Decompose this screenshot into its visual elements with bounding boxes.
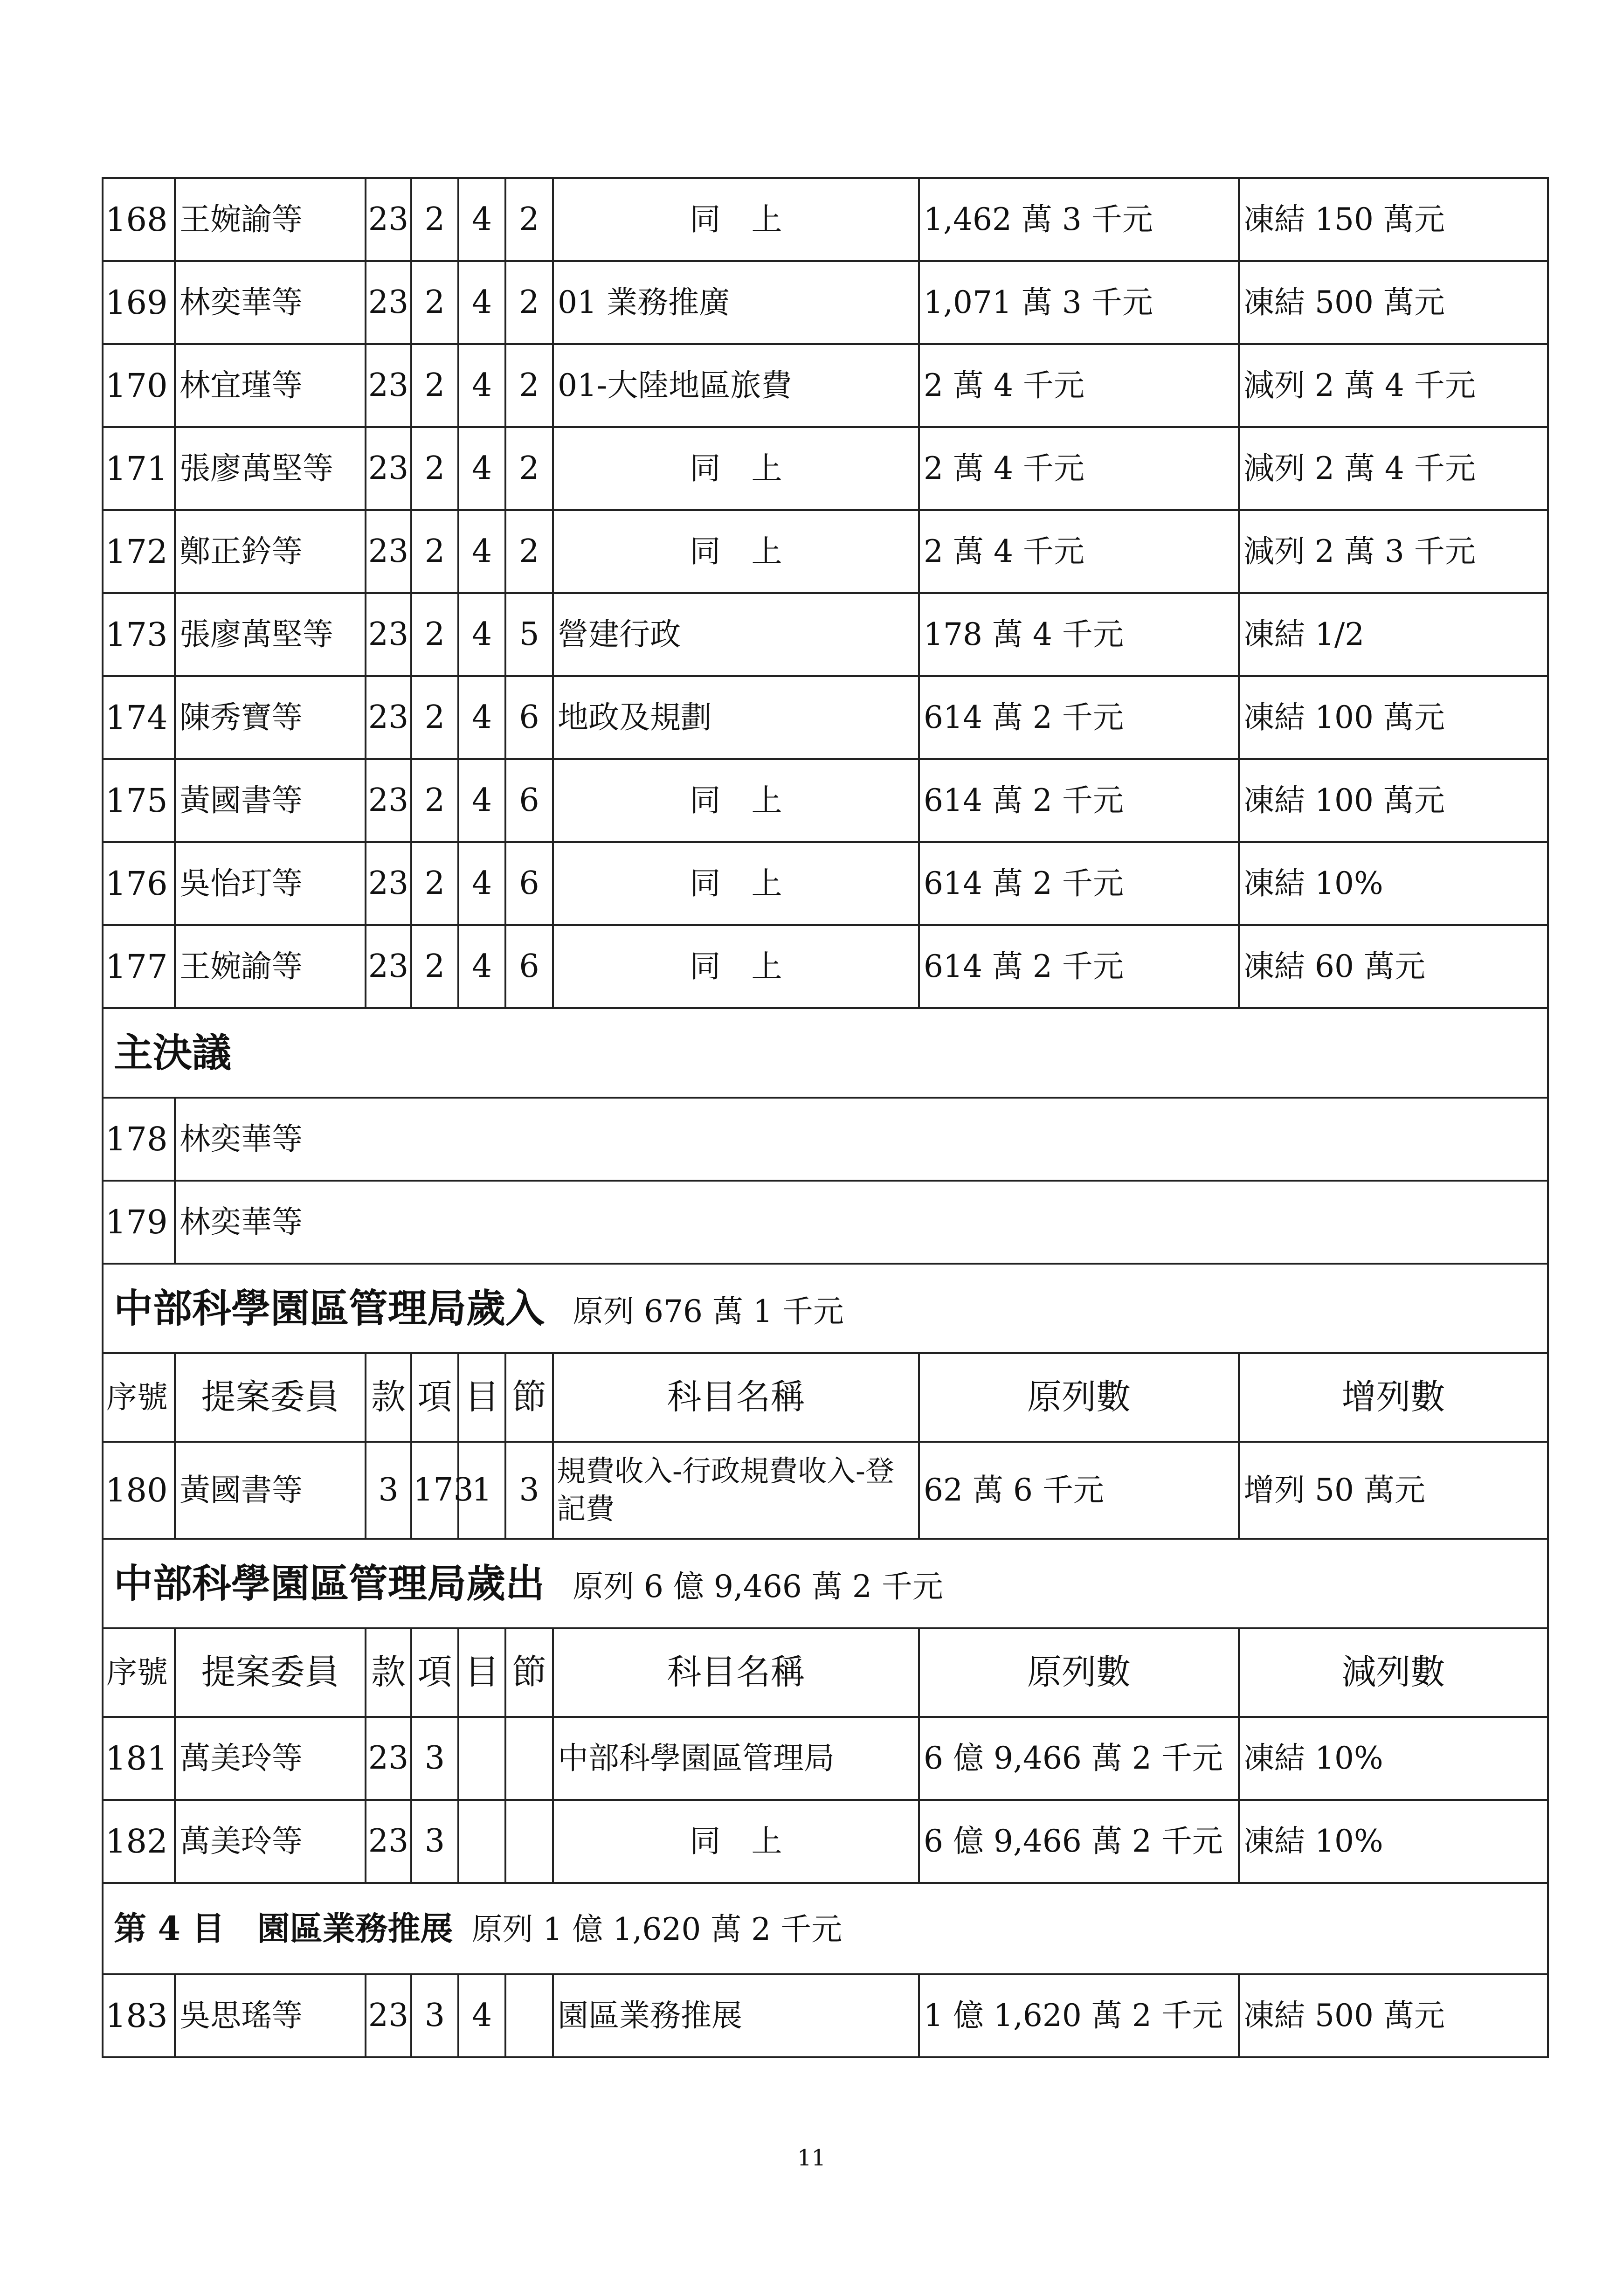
kuan-cell: 23 [366,925,411,1008]
xiang-cell: 2 [411,510,458,593]
change-amount-cell: 凍結 10% [1239,1800,1548,1883]
row-number: 172 [103,510,175,593]
xiang-cell: 3 [411,1974,458,2057]
change-amount-cell: 減列 2 萬 3 千元 [1239,510,1548,593]
original-amount-cell: 6 億 9,466 萬 2 千元 [919,1800,1239,1883]
proposer-cell: 張廖萬堅等 [175,427,366,510]
change-amount-cell: 減列 2 萬 4 千元 [1239,344,1548,427]
item4-heading [103,1883,1548,1974]
jie-cell: 2 [505,261,553,344]
proposer-cell: 鄭正鈐等 [175,510,366,593]
subject-cell: 同 上 [553,1800,919,1883]
jie-cell: 5 [505,593,553,676]
header-proposer: 提案委員 [175,1628,366,1717]
original-amount-cell: 614 萬 2 千元 [919,925,1239,1008]
xiang-cell: 2 [411,676,458,759]
kuan-cell: 23 [366,1717,411,1800]
kuan-cell: 23 [366,427,411,510]
original-amount-cell: 62 萬 6 千元 [919,1442,1239,1539]
mu-cell [458,1800,505,1883]
jie-cell [505,1800,553,1883]
section-original-amount: 原列 676 萬 1 千元 [573,1293,844,1329]
row-number: 178 [103,1098,175,1181]
mu-cell: 4 [458,925,505,1008]
kuan-cell: 23 [366,593,411,676]
table-row [103,1974,1548,2057]
table-row [103,1181,1548,1264]
jie-cell [505,1717,553,1800]
subject-cell: 同 上 [553,759,919,842]
table-row [103,1717,1548,1800]
original-amount-cell: 6 億 9,466 萬 2 千元 [919,1717,1239,1800]
jie-cell: 6 [505,759,553,842]
xiang-cell: 2 [411,925,458,1008]
mu-cell: 4 [458,676,505,759]
original-amount-cell: 2 萬 4 千元 [919,344,1239,427]
header-jie: 節 [505,1628,553,1717]
table-row [103,676,1548,759]
header-proposer: 提案委員 [175,1353,366,1442]
proposer-cell: 黃國書等 [175,1442,366,1539]
subject-cell: 01 業務推廣 [553,261,919,344]
header-original: 原列數 [919,1628,1239,1717]
xiang-cell: 3 [411,1717,458,1800]
table-row [103,1442,1548,1539]
mu-cell: 4 [458,261,505,344]
mu-cell [458,1717,505,1800]
xiang-cell: 2 [411,261,458,344]
header-change: 減列數 [1239,1628,1548,1717]
header-seq: 序號 [103,1628,175,1717]
expenditure-heading [103,1539,1548,1628]
subject-cell: 營建行政 [553,593,919,676]
revenue-heading-cell [103,1264,1548,1353]
xiang-cell: 173 [411,1442,458,1539]
section-title: 主決議 [114,1029,232,1076]
xiang-cell: 2 [411,593,458,676]
row-number: 180 [103,1442,175,1539]
table-row [103,925,1548,1008]
proposer-cell: 王婉諭等 [175,925,366,1008]
header-mu: 目 [458,1353,505,1442]
subject-cell: 同 上 [553,925,919,1008]
jie-cell: 2 [505,178,553,261]
table-row [103,178,1548,261]
subject-cell: 同 上 [553,510,919,593]
header-seq: 序號 [103,1353,175,1442]
original-amount-cell: 614 萬 2 千元 [919,676,1239,759]
section-original-amount: 原列 6 億 9,466 萬 2 千元 [573,1568,943,1604]
mu-cell: 4 [458,759,505,842]
change-amount-cell: 凍結 1/2 [1239,593,1548,676]
jie-cell: 6 [505,676,553,759]
xiang-cell: 2 [411,427,458,510]
subject-cell: 中部科學園區管理局 [553,1717,919,1800]
change-amount-cell: 凍結 10% [1239,842,1548,925]
mu-cell: 4 [458,178,505,261]
header-change: 增列數 [1239,1353,1548,1442]
subject-cell: 同 上 [553,842,919,925]
kuan-cell: 23 [366,178,411,261]
row-number: 179 [103,1181,175,1264]
row-number: 183 [103,1974,175,2057]
subject-cell: 01-大陸地區旅費 [553,344,919,427]
change-amount-cell: 減列 2 萬 4 千元 [1239,427,1548,510]
table-row [103,344,1548,427]
header-xiang: 項 [411,1628,458,1717]
header-subject: 科目名稱 [553,1353,919,1442]
jie-cell: 2 [505,427,553,510]
table-row [103,510,1548,593]
change-amount-cell: 凍結 100 萬元 [1239,676,1548,759]
jie-cell: 2 [505,344,553,427]
expenditure-heading-cell [103,1539,1548,1628]
change-amount-cell: 增列 50 萬元 [1239,1442,1548,1539]
row-number: 182 [103,1800,175,1883]
original-amount-cell: 614 萬 2 千元 [919,842,1239,925]
proposer-cell: 林宜瑾等 [175,344,366,427]
row-number: 168 [103,178,175,261]
kuan-cell: 23 [366,1800,411,1883]
jie-cell [505,1974,553,2057]
header-mu: 目 [458,1628,505,1717]
proposer-cell: 林奕華等 [175,1181,1548,1264]
mu-cell: 4 [458,1974,505,2057]
header-subject: 科目名稱 [553,1628,919,1717]
header-row [103,1628,1548,1717]
original-amount-cell: 1,071 萬 3 千元 [919,261,1239,344]
section-title: 中部科學園區管理局歲入 [114,1285,545,1331]
table-row [103,427,1548,510]
row-number: 170 [103,344,175,427]
subject-cell: 園區業務推展 [553,1974,919,2057]
header-original: 原列數 [919,1353,1239,1442]
jie-cell: 3 [505,1442,553,1539]
revenue-heading [103,1264,1548,1353]
xiang-cell: 3 [411,1800,458,1883]
subject-cell: 規費收入-行政規費收入-登記費 [553,1442,919,1539]
proposer-cell: 萬美玲等 [175,1800,366,1883]
xiang-cell: 2 [411,344,458,427]
mu-cell: 4 [458,427,505,510]
xiang-cell: 2 [411,759,458,842]
kuan-cell: 23 [366,676,411,759]
proposer-cell: 林奕華等 [175,261,366,344]
subject-cell: 同 上 [553,178,919,261]
page-number: 11 [797,2145,826,2171]
table-row [103,842,1548,925]
mu-cell: 1 [458,1442,505,1539]
original-amount-cell: 614 萬 2 千元 [919,759,1239,842]
change-amount-cell: 凍結 500 萬元 [1239,261,1548,344]
jie-cell: 2 [505,510,553,593]
section-title: 中部科學園區管理局歲出 [114,1560,545,1606]
table-row [103,593,1548,676]
row-number: 175 [103,759,175,842]
mu-cell: 4 [458,510,505,593]
main-resolution-heading [103,1008,1548,1098]
kuan-cell: 23 [366,261,411,344]
subject-cell: 同 上 [553,427,919,510]
original-amount-cell: 1 億 1,620 萬 2 千元 [919,1974,1239,2057]
proposer-cell: 林奕華等 [175,1098,1548,1181]
row-number: 173 [103,593,175,676]
table-row [103,261,1548,344]
main-resolution-heading-cell [103,1008,1548,1098]
change-amount-cell: 凍結 150 萬元 [1239,178,1548,261]
xiang-cell: 2 [411,842,458,925]
proposer-cell: 吳怡玎等 [175,842,366,925]
change-amount-cell: 凍結 500 萬元 [1239,1974,1548,2057]
header-kuan: 款 [366,1353,411,1442]
row-number: 176 [103,842,175,925]
header-xiang: 項 [411,1353,458,1442]
kuan-cell: 3 [366,1442,411,1539]
row-number: 174 [103,676,175,759]
header-jie: 節 [505,1353,553,1442]
row-number: 177 [103,925,175,1008]
table-row [103,1800,1548,1883]
kuan-cell: 23 [366,510,411,593]
header-kuan: 款 [366,1628,411,1717]
proposer-cell: 陳秀寶等 [175,676,366,759]
mu-cell: 4 [458,842,505,925]
kuan-cell: 23 [366,1974,411,2057]
kuan-cell: 23 [366,344,411,427]
row-number: 171 [103,427,175,510]
kuan-cell: 23 [366,759,411,842]
section-title: 第 4 目 園區業務推展 [114,1909,453,1948]
section-original-amount: 原列 1 億 1,620 萬 2 千元 [471,1911,843,1947]
proposer-cell: 吳思瑤等 [175,1974,366,2057]
jie-cell: 6 [505,842,553,925]
mu-cell: 4 [458,593,505,676]
original-amount-cell: 178 萬 4 千元 [919,593,1239,676]
proposer-cell: 黃國書等 [175,759,366,842]
row-number: 181 [103,1717,175,1800]
budget-table [102,177,1549,2058]
header-row [103,1353,1548,1442]
change-amount-cell: 凍結 10% [1239,1717,1548,1800]
change-amount-cell: 凍結 60 萬元 [1239,925,1548,1008]
proposer-cell: 張廖萬堅等 [175,593,366,676]
xiang-cell: 2 [411,178,458,261]
kuan-cell: 23 [366,842,411,925]
proposer-cell: 王婉諭等 [175,178,366,261]
original-amount-cell: 1,462 萬 3 千元 [919,178,1239,261]
mu-cell: 4 [458,344,505,427]
subject-cell: 地政及規劃 [553,676,919,759]
jie-cell: 6 [505,925,553,1008]
original-amount-cell: 2 萬 4 千元 [919,510,1239,593]
change-amount-cell: 凍結 100 萬元 [1239,759,1548,842]
table-row [103,1098,1548,1181]
item4-heading-cell [103,1883,1548,1974]
table-row [103,759,1548,842]
original-amount-cell: 2 萬 4 千元 [919,427,1239,510]
row-number: 169 [103,261,175,344]
proposer-cell: 萬美玲等 [175,1717,366,1800]
